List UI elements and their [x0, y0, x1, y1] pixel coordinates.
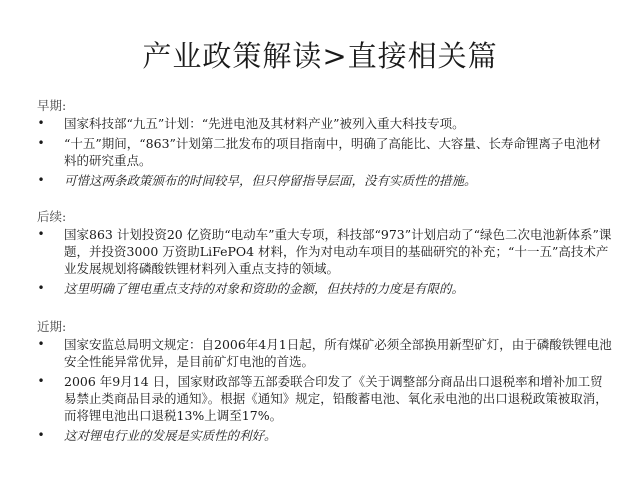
- bullet-dot-icon: •: [37, 116, 45, 130]
- bullet-text: 可惜这两条政策颁布的时间较早，但只停留指导层面，没有实质性的措施。: [64, 173, 477, 188]
- section-recent: [38, 319, 612, 444]
- bullet-dot-icon: •: [37, 173, 45, 187]
- bullet-dot-icon: •: [37, 281, 45, 295]
- bullet-text: 这对锂电行业的发展是实质性的利好。: [64, 428, 277, 443]
- bullet-item: [38, 226, 612, 277]
- bullet-dot-icon: •: [37, 374, 45, 388]
- bullet-item: [38, 336, 612, 370]
- bullet-dot-icon: •: [37, 136, 45, 150]
- bullet-item: [38, 135, 612, 169]
- bullet-item: [38, 115, 612, 132]
- section-heading-recent: 近期:: [37, 319, 67, 334]
- bullet-text: 国家科技部“九五”计划：“先进电池及其材料产业”被列入重大科技专项。: [64, 116, 465, 131]
- slide-title: 产业政策解读>直接相关篇: [142, 39, 498, 73]
- bullet-text: 国家安监总局明文规定：自2006年4月1日起，所有煤矿必须全部换用新型矿灯，由于磷酸铁锂电池安全性能异常优异，是目前矿灯电池的首选。: [64, 337, 612, 369]
- bullet-dot-icon: •: [37, 428, 45, 442]
- bullet-dot-icon: •: [37, 337, 45, 351]
- bullet-text: 国家863 计划投资20 亿资助“电动车”重大专项，科技部“973”计划启动了“绿色二次电池新体系”课题，并投资3000 万资助LiFePO4 材料，作为对电动车项目的基础研究的补充；“十一五”高技术产业发展规划将磷酸铁锂材料列入重点支持的领域。: [64, 227, 612, 276]
- bullet-text: 2006 年9月14 日，国家财政部等五部委联合印发了《关于调整部分商品出口退税率和增补加工贸易禁止类商品目录的通知》。根据《通知》规定，铅酸蓄电池、氧化汞电池的出口退税政策被取消，而将锂电池出口退税13%上调至17%。: [64, 374, 608, 423]
- bullet-dot-icon: •: [37, 227, 45, 241]
- bullet-list-later: [38, 226, 612, 297]
- bullet-item: [38, 373, 612, 424]
- bullet-item-comment: [38, 172, 612, 189]
- bullet-text: 这里明确了锂电重点支持的对象和资助的金额，但扶持的力度是有限的。: [64, 281, 465, 296]
- bullet-item-comment: [38, 427, 612, 444]
- section-early: [38, 98, 612, 189]
- section-heading-later: 后续:: [37, 209, 67, 224]
- section-later: [38, 209, 612, 297]
- bullet-item-comment: [38, 280, 612, 297]
- section-heading-early: 早期:: [37, 98, 67, 113]
- bullet-text: “十五”期间，“863”计划第二批发布的项目指南中，明确了高能比、大容量、长寿命锂离子电池材料的研究重点。: [64, 136, 601, 168]
- slide-body: [38, 98, 612, 452]
- bullet-list-recent: [38, 336, 612, 444]
- bullet-list-early: [38, 115, 612, 189]
